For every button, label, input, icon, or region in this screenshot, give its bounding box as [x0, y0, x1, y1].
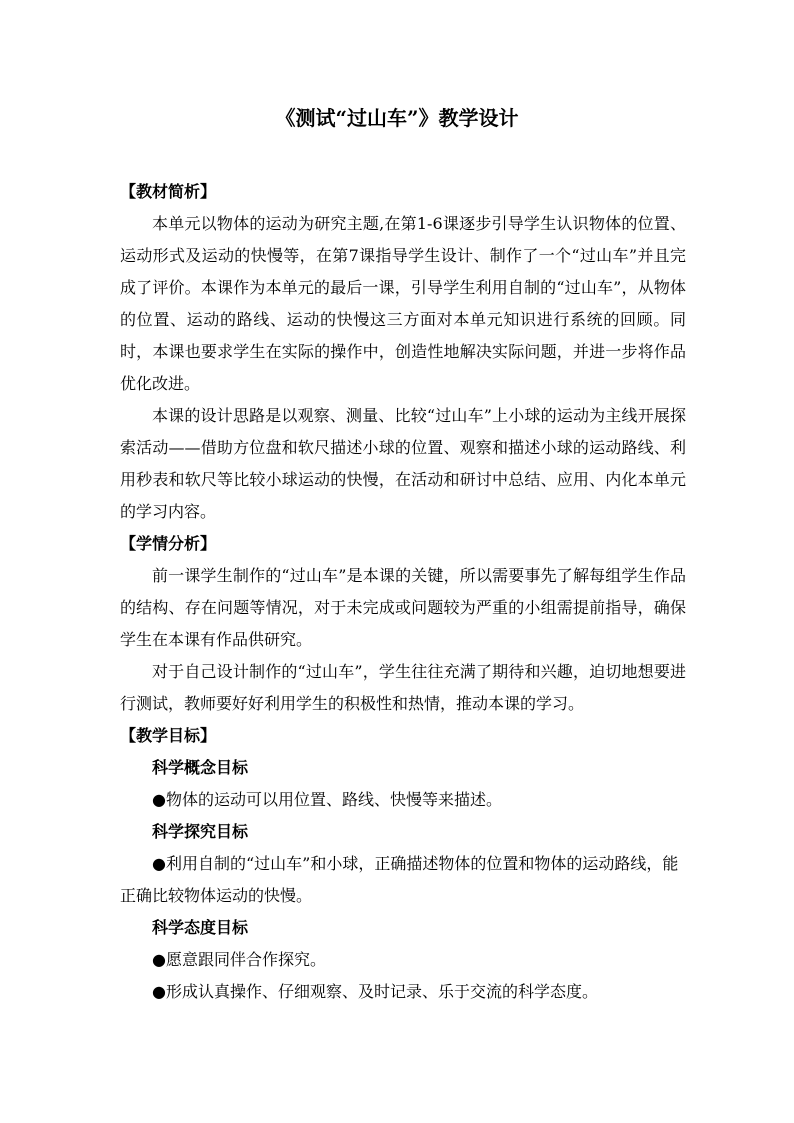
bullet-text: 形成认真操作、仔细观察、及时记录、乐于交流的科学态度。 — [165, 982, 598, 1001]
section-heading-students: 【学情分析】 — [120, 534, 217, 553]
bullet-text: 利用自制的“过山车”和小球，正确描述物体的位置和物体的运动路线，能正确比较物体运动的快慢。 — [120, 854, 679, 905]
section-heading-goals: 【教学目标】 — [120, 726, 217, 745]
document-title: 《测试“过山车”》教学设计 — [275, 106, 519, 130]
paragraph-textbook-1: 本单元以物体的运动为研究主题,在第1-6课逐步引导学生认识物体的位置、运动形式及运动的快慢等，在第7课指导学生设计、制作了一个“过山车”并且完成了评价。本课作为本单元的最后一课，引导学生利用自制的“过山车”，从物体的位置、运动的路线、运动的快慢这三方面对本单元知识进行系统的回顾。同时，本课也要求学生在实际的操作中，创造性地解决实际问题，并进一步将作品优化改进。 — [120, 214, 686, 393]
paragraph-students-2: 对于自己设计制作的“过山车”，学生往往充满了期待和兴趣，迫切地想要进行测试，教师要好好利用学生的积极性和热情，推动本课的学习。 — [120, 662, 686, 713]
paragraph-textbook-2: 本课的设计思路是以观察、测量、比较“过山车”上小球的运动为主线开展探索活动——借助方位盘和软尺描述小球的位置、观察和描述小球的运动路线、利用秒表和软尺等比较小球运动的快慢，在活动和研讨中总结、应用、内化本单元的学习内容。 — [120, 406, 686, 521]
subheading-attitude-goal: 科学态度目标 — [152, 918, 249, 937]
bullet-symbol: ● — [152, 982, 166, 1001]
bullet-symbol: ● — [152, 790, 166, 809]
document-body — [120, 176, 686, 1008]
bullet-text: 物体的运动可以用位置、路线、快慢等来描述。 — [165, 790, 502, 809]
paragraph-students-1: 前一课学生制作的“过山车”是本课的关键，所以需要事先了解每组学生作品的结构、存在问题等情况，对于未完成或问题较为严重的小组需提前指导，确保学生在本课有作品供研究。 — [120, 566, 686, 649]
bullet-symbol: ● — [152, 950, 166, 969]
bullet-symbol: ● — [152, 854, 166, 873]
bullet-item — [120, 848, 686, 912]
section-heading-textbook: 【教材简析】 — [120, 182, 217, 201]
subheading-concept-goal: 科学概念目标 — [152, 758, 249, 777]
bullet-item — [120, 944, 686, 976]
bullet-text: 愿意跟同伴合作探究。 — [165, 950, 326, 969]
subheading-inquiry-goal: 科学探究目标 — [152, 822, 249, 841]
bullet-item — [120, 784, 686, 816]
bullet-item — [120, 976, 686, 1008]
